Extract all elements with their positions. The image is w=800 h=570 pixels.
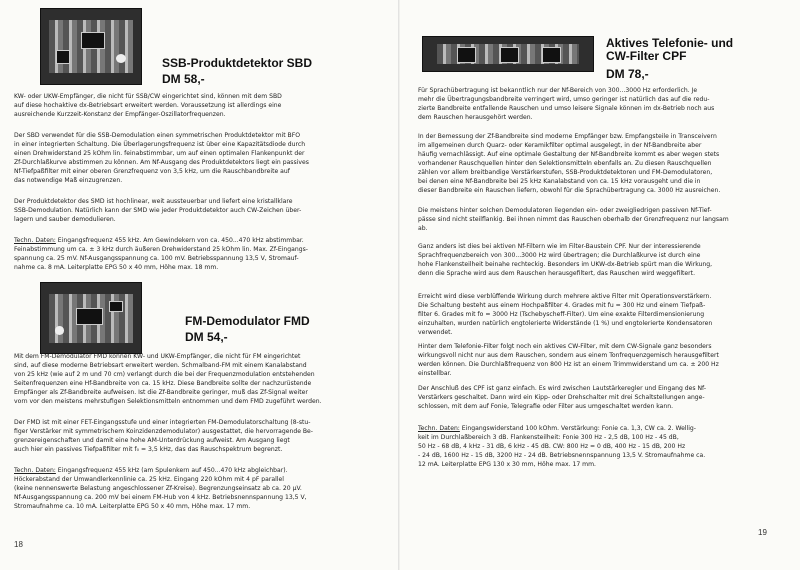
cpf-circuit-paragraph: Erreicht wird diese verblüffende Wirkung durch mehrere aktive Filter mit Operationsverstärkern. Die Schaltung besteht aus einem Hochpaßfilter 4. Grades mit fu = 300 Hz und einem Tiefpaß- filter 6. Grades mit fo = 3000 Hz (Tschebyscheff-Filter). Um eine exakte Filterdimensionierung einzuhalten, wurden natürlich engtolerierte Widerstände (1 %) und engtolerierte Kondensatoren verwendet. xyxy=(418,293,713,336)
cpf-tech-text: Eingangswiderstand 100 kOhm. Verstärkung: Fonie ca. 1,3, CW ca. 2. Wellig- keit im Durchlaßbereich 3 dB. Flankensteilheit: Fonie 300 Hz - 2,5 dB, 100 Hz - 45 dB, 50 Hz - 68 dB, 4 kHz - 31 dB, 6 kHz - 45 dB. CW: 800 Hz = 0 dB, 400 Hz - 15 dB, 200 Hz - 24 dB, 1600 Hz - 15 dB, 3200 Hz - 24 dB. Betriebsnennspannung 13,5 V. Stromaufnahme ca. 12 mA. Leiterplatte EPG 130 x 30 mm, Höhe max. 17 mm. xyxy=(418,425,706,468)
fmd-title: FM-Demodulator FMD xyxy=(185,314,310,328)
cpf-tech-label: Techn. Daten: xyxy=(418,425,460,432)
cpf-title-line-2: CW-Filter CPF xyxy=(606,49,687,63)
cpf-intro-paragraph: Für Sprachübertragung ist bekanntlich nur der Nf-Bereich von 300...3000 Hz erforderlich. Je mehr die Übertragungsbandbreite verringert wird, umso geringer ist natürlich das auf die redu- zierte Bandbreite entfallende Rauschen und umso leisere Signale können im dx-Betrieb noch aus dem Rauschen herausgehört werden. xyxy=(418,87,715,121)
page-number-left: 18 xyxy=(14,540,23,549)
sbd-tech-label: Techn. Daten: xyxy=(14,237,56,244)
sbd-product-photo xyxy=(40,8,142,85)
fmd-tech-data xyxy=(14,466,386,514)
page-right xyxy=(400,0,800,570)
fmd-tech-label: Techn. Daten: xyxy=(14,467,56,474)
sbd-title: SSB-Produktdetektor SBD xyxy=(162,56,313,70)
sbd-intro-paragraph: KW- oder UKW-Empfänger, die nicht für SSB/CW eingerichtet sind, können mit dem SBD auf diese hochaktive dx-Betriebsart erweitert werden. Voraussetzung ist allerdings eine ausreichende Kurzzeit-Konstanz der Empfänger-Oszillatorfrequenzen. xyxy=(14,93,282,118)
page-number-right: 19 xyxy=(758,528,767,537)
fmd-intro-paragraph: Mit dem FM-Demodulator FMD können KW- und UKW-Empfänger, die nicht für FM eingerichtet sind, auf diese moderne Betriebsart erweitert werden. Schmalband-FM mit einem Kanalabstand von 25 kHz (wie auf 2 m und 70 cm) verlangt durch die bei der Frequenzmodulation entstehenden Seitenfrequenzen eine Hf-Bandbreite von ca. 15 kHz. Diese Bandbreite sollte der nachzurüstende Empfänger als Zf-Bandbreite aufweisen. Ist die Zf-Bandbreite geringer, muß das Zf-Signal weiter vorn vor den meistens mehrstufigen Selektionsmitteln entnommen und dem FMD zugeführt werden. xyxy=(14,353,322,405)
cpf-tech-data xyxy=(418,424,784,472)
fmd-product-photo xyxy=(40,282,142,354)
sbd-detail-paragraph: Der Produktdetektor des SMD ist hochlinear, weit aussteuerbar und liefert eine kristallklare SSB-Demodulation. Natürlich kann der SMD wie jeder Produktdetektor auch CW-Zeichen über- lagern und sauber demodulieren. xyxy=(14,198,302,223)
cpf-passive-filter-paragraph: Die meistens hinter solchen Demodulatoren liegenden ein- oder zweigliedrigen passiven Nf-Tief- pässe sind nicht steilflankig. Bei ihnen nimmt das Rauschen oberhalb der Grenzfrequenz nur langsam ab. xyxy=(418,207,729,232)
sbd-price: DM 58,- xyxy=(162,72,205,86)
sbd-description-paragraph: Der SBD verwendet für die SSB-Demodulation einen symmetrischen Produktdetektor mit BFO in einer integrierten Schaltung. Die Überlagerungsfrequenz ist über eine Kapazitätsdiode durch einen Drehwiderstand 25 kOhm lin. feinabstimmbar, um auf einen optimalen Flankenpunkt der Zf-Durchlaßkurve abstimmen zu können. Am Nf-Ausgang des Produktdetektors liegt ein passives Nf-Tiefpaßfilter mit einer oberen Grenzfrequenz von 3,5 kHz, um die Rauschbandbreite auf das notwendige Maß einzugrenzen. xyxy=(14,132,309,184)
fmd-price: DM 54,- xyxy=(185,330,228,344)
cpf-active-filter-paragraph: Ganz anders ist dies bei aktiven Nf-Filtern wie im Filter-Baustein CPF. Nur der interessierende Sprachfrequenzbereich von 300...3000 Hz wird übertragen; die Durchlaßkurve ist durch eine hohe Flankensteilheit beinahe rechteckig. Besonders im UKW-dx-Betrieb spürt man die Wirkung, denn die Sprache wird aus dem Rauschen herausgefiltert, das Rauschen wird weggefiltert. xyxy=(418,243,713,277)
cpf-product-photo xyxy=(422,36,594,72)
fmd-description-paragraph: Der FMD ist mit einer FET-Eingangsstufe und einer integrierten FM-Demodulatorschaltung (8-stu- figer Verstärker mit symmetrischem Koinzidenzdemodulator) ausgestattet, die hervorragende Be- grenzereigenschaften und damit eine hohe AM-Unterdrückung aufweist. Am Ausgang liegt auch hier ein passives Tiefpaßfilter mit f₀ = 3,5 kHz, das das Rauschspektrum begrenzt. xyxy=(14,419,314,453)
cpf-price: DM 78,- xyxy=(606,67,649,81)
cpf-bandwidth-paragraph: In der Bemessung der Zf-Bandbreite sind moderne Empfänger bzw. Empfangsteile in Transceivern im allgemeinen durch Quarz- oder Keramikfilter optimal ausgelegt, in der Nf-Bandbreite aber häufig vernachlässigt. Auf eine optimale Gestaltung der Nf-Bandbreite kommt es aber wegen stets vorhandener Rauschquellen hinter den Selektionsmitteln ebenfalls an. Zu diesen Rauschquellen zählen vor allem breitbandige Verstärkerstufen, SSB-Produktdetektoren und FM-Demodulatoren, bei denen eine Nf-Bandbreite bei 25 kHz Kanalabstand von ca. 15 kHz vorausgeht und die in dieser Bandbreite ein Rauschen liefern, obwohl für die Sprachübertragung ca. 3000 Hz ausreichen. xyxy=(418,133,721,194)
cpf-title-line-1: Aktives Telefonie- und xyxy=(606,36,734,50)
cpf-connection-paragraph: Der Anschluß des CPF ist ganz einfach. Es wird zwischen Lautstärkeregler und Eingang des Nf- Verstärkers geschaltet. Dann wird ein Kipp- oder Drehschalter mit drei Schaltstellungen ange- schlossen, mit dem auf Fonie, Telegrafie oder Filter aus umgeschaltet werden kann. xyxy=(418,385,707,410)
fmd-tech-text: Eingangsfrequenz 455 kHz (am Spulenkern auf 450...470 kHz abgleichbar). Höckerabstand der Umwandlerkennlinie ca. 25 kHz. Eingang 220 kOhm mit 4 pF parallel (keine nennenswerte Belastung angeschlossener Zf-Kreise). Begrenzungseinsatz ab ca. 20 µV. Nf-Ausgangsspannung ca. 200 mV bei einem FM-Hub von 4 kHz. Betriebsnennspannung 13,5 V, Stromaufnahme ca. 10 mA. Leiterplatte EPG 50 x 40 mm, Höhe max. 17 mm. xyxy=(14,467,307,510)
sbd-tech-text: Eingangsfrequenz 455 kHz. Am Gewindekern von ca. 450...470 kHz abstimmbar. Feinabstimmung um ca. ± 3 kHz durch äußeren Drehwiderstand 25 kOhm lin. Max. Zf-Eingangs- spannung ca. 25 mV. Nf-Ausgangsspannung ca. 100 mV. Betriebsspannung 13,5 V, Stromauf- nahme ca. 8 mA. Leiterplatte EPG 50 x 40 mm, Höhe max. 18 mm. xyxy=(14,237,308,271)
sbd-tech-data xyxy=(14,236,386,276)
cpf-cw-filter-paragraph: Hinter dem Telefonie-Filter folgt noch ein aktives CW-Filter, mit dem CW-Signale ganz besonders wirkungsvoll nicht nur aus dem Rauschen, sondern aus einem Tonfrequenzgemisch herausgefiltert werden können. Die Durchlaßfrequenz von 800 Hz ist an einem Trimmwiderstand um ca. ± 200 Hz einstellbar. xyxy=(418,343,719,377)
